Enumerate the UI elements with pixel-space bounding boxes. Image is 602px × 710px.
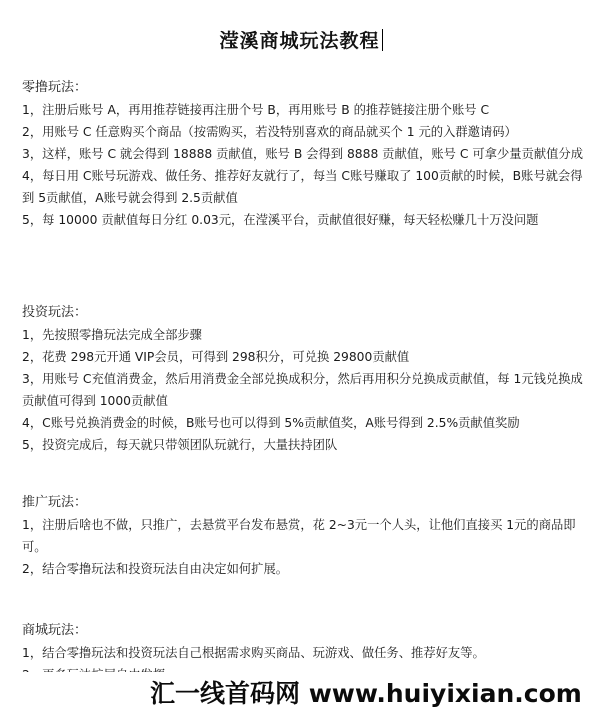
document-title: 滢溪商城玩法教程 [0,26,602,53]
list-item: 4，C账号兑换消费金的时候，B账号也可以得到 5%贡献值奖，A账号得到 2.5%贡献值奖励 [22,416,520,430]
list-item: 2，花费 298元开通 VIP会员，可得到 298积分，可兑换 29800贡献值 [22,350,410,364]
section-heading: 零撸玩法： [22,80,88,95]
list-item: 2，结合零撸玩法和投资玩法自由决定如何扩展。 [22,562,289,576]
list-item: 3，这样，账号 C 就会得到 18888 贡献值，账号 B 会得到 8888 贡献值，账号 C 可拿少量贡献值分成 [22,147,584,161]
text-cursor [382,29,383,51]
list-item: 2，用账号 C 任意购买个商品（按需购买，若没特别喜欢的商品就买个 1 元的入群邀请码） [22,125,517,139]
list-item: 1，结合零撸玩法和投资玩法自己根据需求购买商品、玩游戏、做任务、推荐好友等。 [22,646,485,660]
section-promotion [22,492,587,580]
list-item: 1，注册后啥也不做，只推广，去悬赏平台发布悬赏，花 2~3元一个人头，让他们直接买 1元的商品即可。 [22,518,576,554]
section-heading: 投资玩法： [22,305,88,320]
list-item: 1，注册后账号 A，再用推荐链接再注册个号 B，再用账号 B 的推荐链接注册个账号 C [22,103,490,117]
section-heading: 商城玩法： [22,623,88,638]
list-item: 1，先按照零撸玩法完成全部步骤 [22,328,202,342]
list-item: 5，每 10000 贡献值每日分红 0.03元，在滢溪平台，贡献值很好赚，每天轻松赚几十万没问题 [22,213,539,227]
watermark-text: 汇一线首码网 www.huiyixian.com [150,679,582,708]
list-item: 5，投资完成后，每天就只带领团队玩就行，大量扶持团队 [22,438,338,452]
list-item: 4，每日用 C账号玩游戏、做任务、推荐好友就行了，每当 C账号赚取了 100贡献的时候，B账号就会得到 5贡献值，A账号就会得到 2.5贡献值 [22,169,583,205]
list-item: 3，用账号 C充值消费金，然后用消费金全部兑换成积分，然后再用积分兑换成贡献值，每 1元钱兑换成贡献值可得到 1000贡献值 [22,372,583,408]
section-heading: 推广玩法： [22,495,88,510]
section-zero-cost [22,77,587,231]
watermark-banner [0,672,602,710]
section-investment [22,302,587,456]
